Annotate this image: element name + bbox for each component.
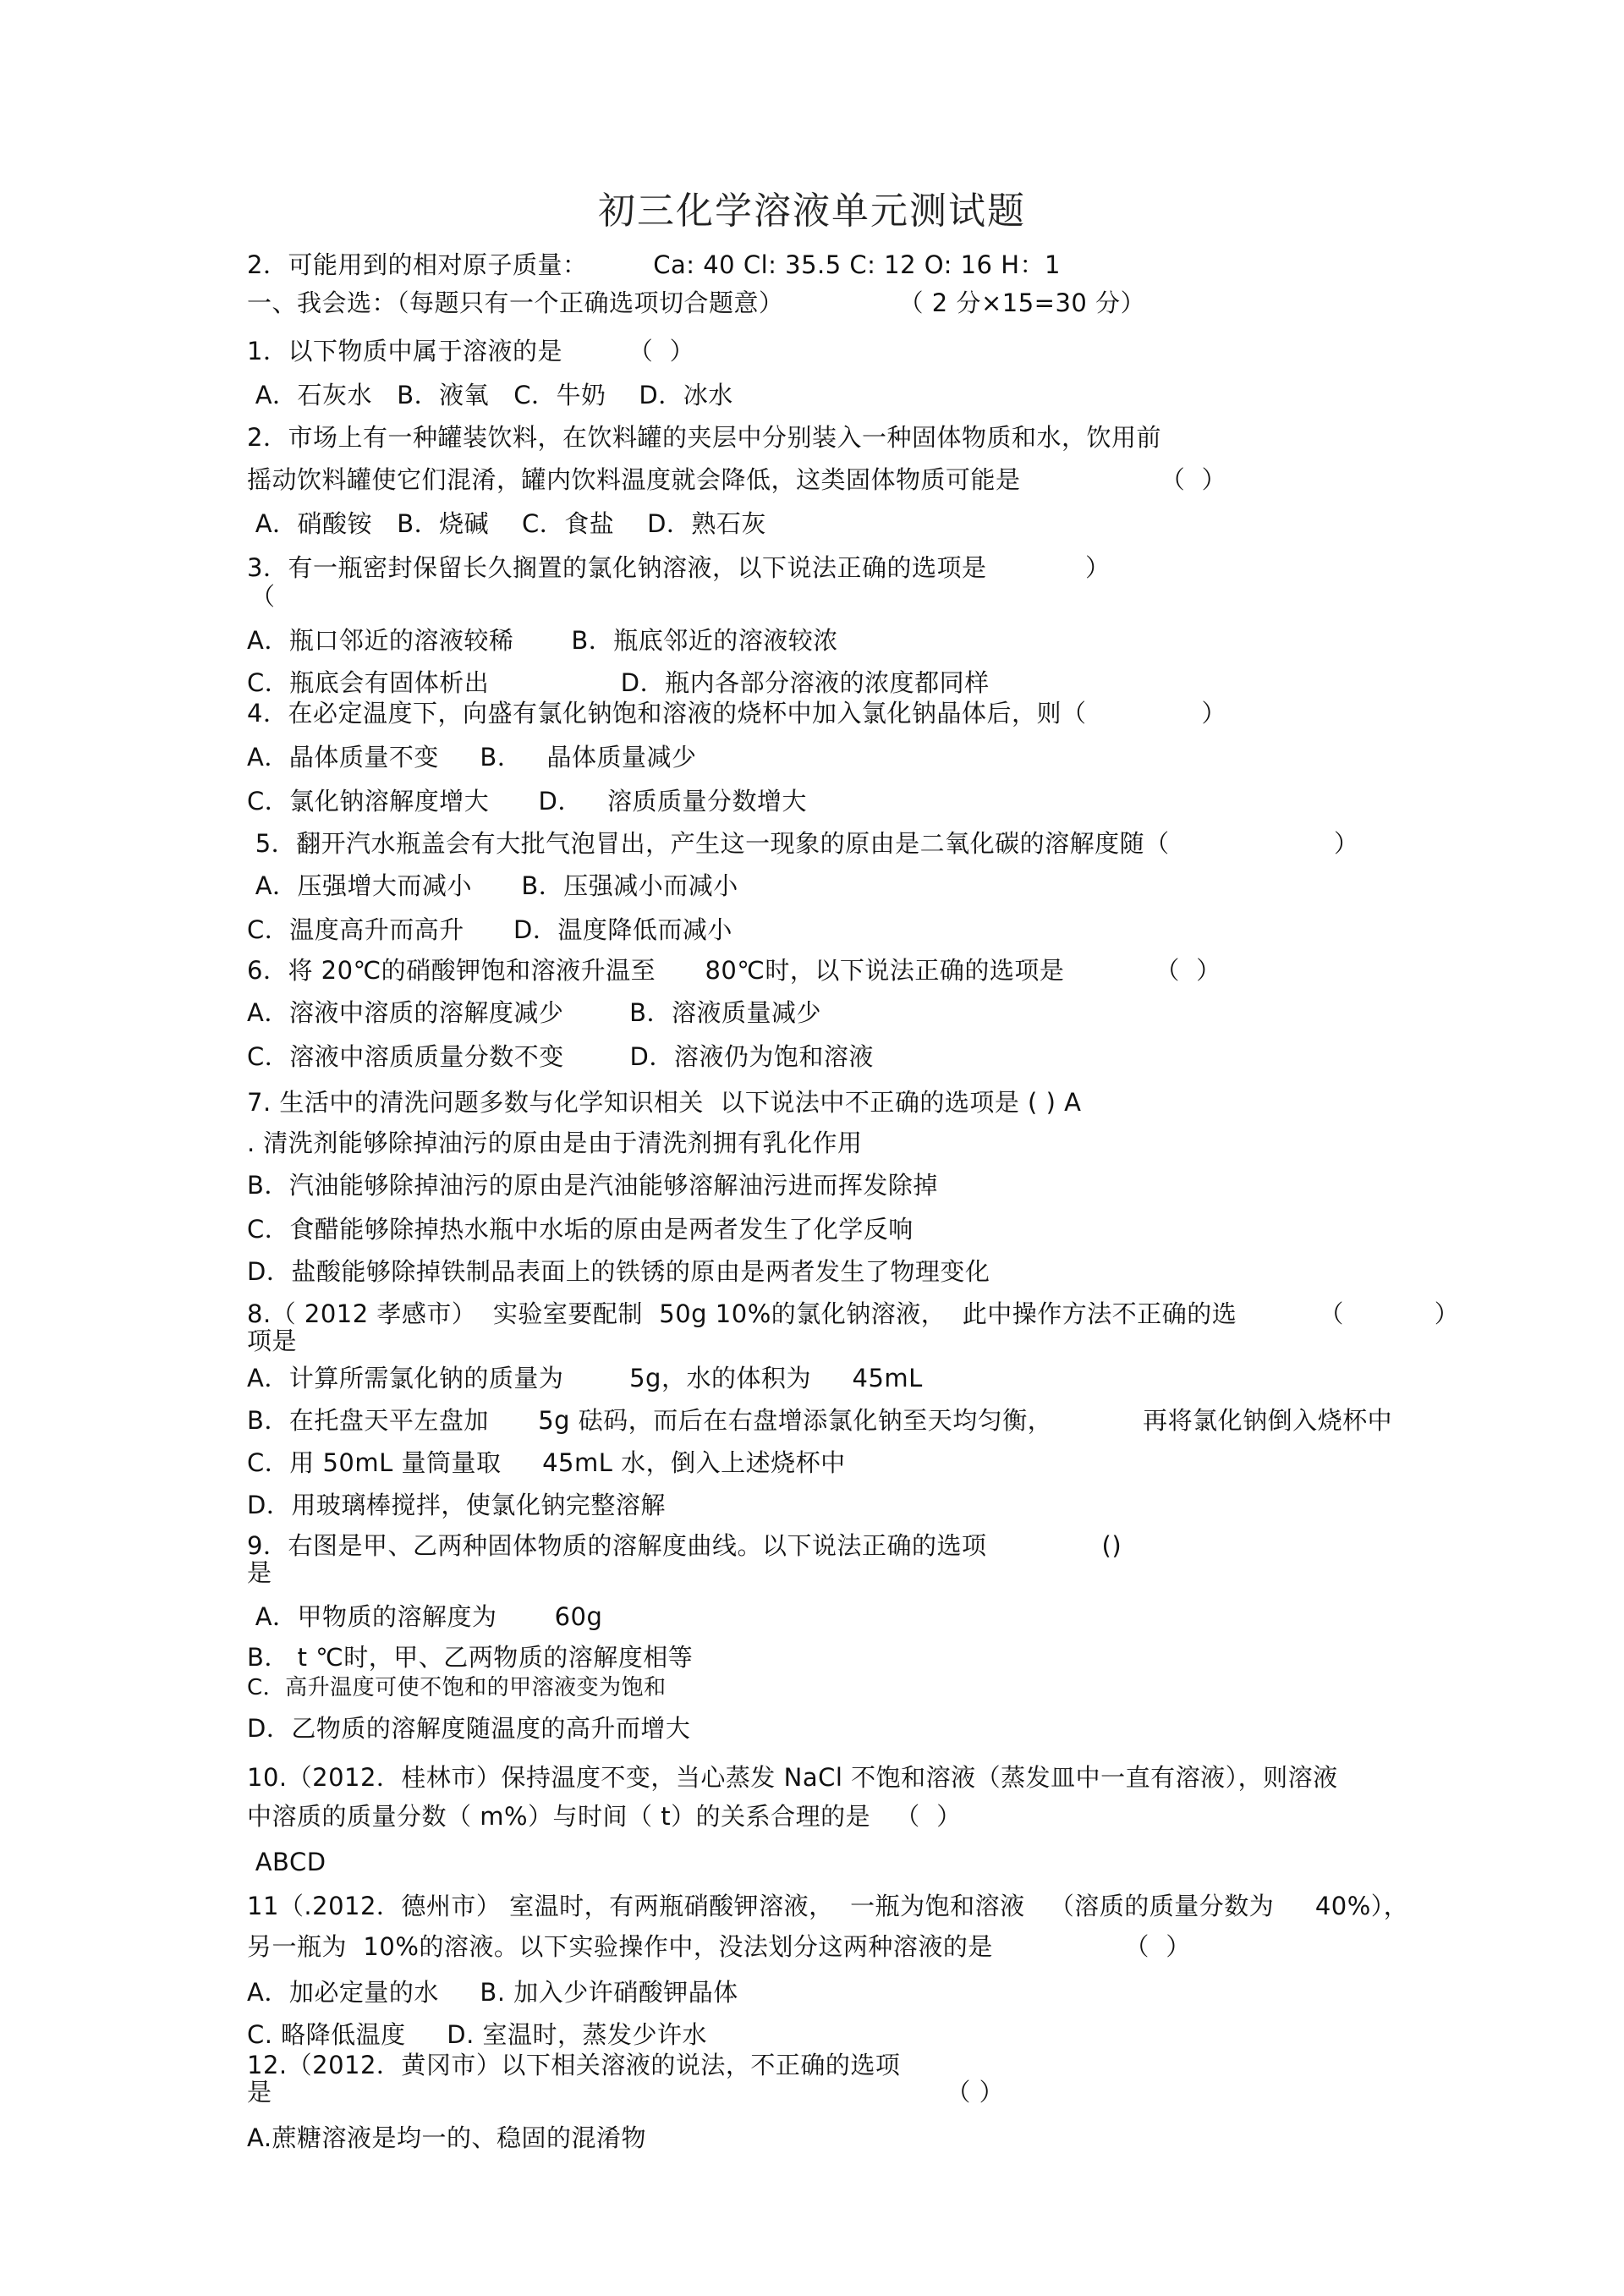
question-12-continuation: 是 （ ） — [247, 2078, 1005, 2106]
question-3-bracket: （ — [250, 582, 276, 611]
question-4-options-cd: C．氯化钠溶解度增大 D． 溶质质量分数增大 — [247, 787, 808, 816]
page-title: 初三化学溶液单元测试题 — [598, 190, 1026, 233]
question-9-continuation: 是 — [247, 1558, 272, 1587]
question-4: 4．在必定温度下，向盛有氯化钠饱和溶液的烧杯中加入氯化钠晶体后，则（ ） — [247, 699, 1227, 728]
atomic-mass-line: 2．可能用到的相对原子质量： Ca: 40 Cl: 35.5 C: 12 O: 16 H：1 — [247, 250, 1061, 279]
question-2-line-1: 2．市场上有一种罐装饮料，在饮料罐的夹层中分别装入一种固体物质和水，饮用前 — [247, 423, 1161, 452]
question-9-option-b: B． t ℃时，甲、乙两物质的溶解度相等 — [247, 1643, 694, 1672]
question-7-option-a: . 清洗剂能够除掉油污的原由是由于清洗剂拥有乳化作用 — [247, 1129, 863, 1157]
question-7-option-d: D．盐酸能够除掉铁制品表面上的铁锈的原由是两者发生了物理变化 — [247, 1257, 990, 1286]
question-3-options-cd: C．瓶底会有固体析出 D．瓶内各部分溶液的浓度都同样 — [247, 668, 990, 697]
question-9: 9．右图是甲、乙两种固体物质的溶解度曲线。以下说法正确的选项 () — [247, 1531, 1122, 1560]
question-8-option-a: A．计算所需氯化钠的质量为 5g，水的体积为 45mL — [247, 1364, 923, 1392]
question-6-options-ab: A．溶液中溶质的溶解度减少 B．溶液质量减少 — [247, 998, 821, 1027]
question-11-line-1: 11（.2012．德州市） 室温时，有两瓶硝酸钾溶液， 一瓶为饱和溶液 （溶质的质量分数为 40%）， — [247, 1892, 1409, 1920]
question-11-options-ab: A．加必定量的水 B. 加入少许硝酸钾晶体 — [247, 1978, 738, 2007]
question-8-option-c: C．用 50mL 量筒量取 45mL 水，倒入上述烧杯中 — [247, 1448, 846, 1477]
question-4-options-ab: A．晶体质量不变 B． 晶体质量减少 — [247, 743, 697, 772]
question-7-option-c: C．食醋能够除掉热水瓶中水垢的原由是两者发生了化学反响 — [247, 1215, 914, 1244]
question-5-options-cd: C．温度高升而高升 D．温度降低而减小 — [247, 915, 732, 944]
question-10-choices: ABCD — [247, 1848, 326, 1876]
question-2-options: A．硝酸铵 B．烧碱 C．食盐 D．熟石灰 — [247, 509, 766, 538]
question-7-option-b: B．汽油能够除掉油污的原由是汽油能够溶解油污进而挥发除掉 — [247, 1171, 938, 1200]
question-1-options: A．石灰水 B．液氧 C．牛奶 D．冰水 — [247, 381, 733, 409]
question-10-line-1: 10.（2012．桂林市）保持温度不变，当心蒸发 NaCl 不饱和溶液（蒸发皿中一直有溶液），则溶液 — [247, 1763, 1338, 1792]
question-1: 1．以下物质中属于溶液的是 （ ） — [247, 337, 695, 365]
question-11-line-2: 另一瓶为 10%的溶液。以下实验操作中，没法划分这两种溶液的是 （ ） — [247, 1932, 1191, 1961]
question-12-option-a: A.蔗糖溶液是均一的、稳固的混淆物 — [247, 2123, 647, 2152]
question-10-line-2: 中溶质的质量分数（ m%）与时间（ t）的关系合理的是 （ ） — [247, 1802, 962, 1831]
question-9-option-a: A．甲物质的溶解度为 60g — [247, 1602, 603, 1631]
question-8: 8.（ 2012 孝感市） 实验室要配制 50g 10%的氯化钠溶液， 此中操作方法不正确的选 （ ） — [247, 1299, 1460, 1328]
question-9-option-c: C．高升温度可使不饱和的甲溶液变为饱和 — [247, 1675, 667, 1700]
question-8-option-b: B．在托盘天平左盘加 5g 砝码，而后在右盘增添氯化钠至天均匀衡， 再将氯化钠倒入烧杯中 — [247, 1406, 1393, 1435]
section-heading: 一、我会选：（每题只有一个正确选项切合题意） （ 2 分×15=30 分） — [247, 288, 1146, 317]
question-8-continuation: 项是 — [247, 1327, 298, 1355]
question-5: 5．翻开汽水瓶盖会有大批气泡冒出，产生这一现象的原由是二氧化碳的溶解度随（ ） — [247, 829, 1359, 858]
question-7: 7. 生活中的清洗问题多数与化学知识相关 以下说法中不正确的选项是 ( ) A — [247, 1088, 1082, 1117]
question-2-line-2: 摇动饮料罐使它们混淆，罐内饮料温度就会降低，这类固体物质可能是 （ ） — [247, 465, 1227, 494]
question-6: 6．将 20℃的硝酸钾饱和溶液升温至 80℃时，以下说法正确的选项是 （ ） — [247, 956, 1221, 985]
question-3-options-ab: A．瓶口邻近的溶液较稀 B．瓶底邻近的溶液较浓 — [247, 626, 838, 655]
question-8-option-d: D．用玻璃棒搅拌，使氯化钠完整溶解 — [247, 1491, 666, 1519]
question-3: 3．有一瓶密封保留长久搁置的氯化钠溶液，以下说法正确的选项是 ） — [247, 553, 1111, 582]
question-9-option-d: D．乙物质的溶解度随温度的高升而增大 — [247, 1714, 691, 1743]
question-12: 12.（2012．黄冈市）以下相关溶液的说法，不正确的选项 — [247, 2051, 901, 2079]
question-11-options-cd: C. 略降低温度 D. 室温时，蒸发少许水 — [247, 2020, 708, 2049]
question-6-options-cd: C．溶液中溶质质量分数不变 D．溶液仍为饱和溶液 — [247, 1042, 874, 1071]
question-5-options-ab: A．压强增大而减小 B．压强减小而减小 — [247, 871, 738, 900]
